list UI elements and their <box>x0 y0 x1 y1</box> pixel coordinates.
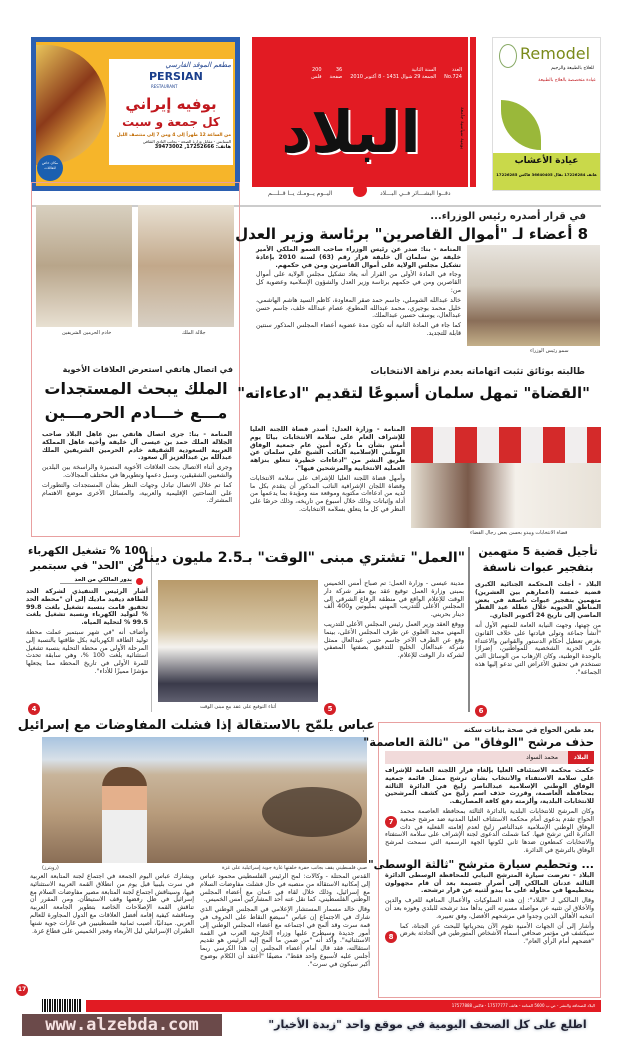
issue-number: No.724 <box>444 74 462 80</box>
story1-caption: سمو رئيس الوزراء <box>530 348 569 354</box>
photo-gaza-boy <box>42 737 367 863</box>
story7-kicker: بعد طعن الحواج في صحة بيانات سكنه <box>463 726 594 734</box>
king-paragraph: كما تم خلال الاتصال تبادل وجهات النظر بشأن المستجدات والتطورات على الساحتين الإقليمية والعربية، والمسائل الأخرى موضع الاهتمام المشترك. <box>42 481 232 505</box>
photo-prime-minister <box>467 245 600 346</box>
pages-label: صفحة <box>329 74 343 80</box>
election-box[interactable] <box>363 722 601 998</box>
king-paragraph: المنامة - بنا: جرى اتصال هاتفي بين عاهل البلاد صاحب الجلالة الملك حمد بن عيسى آل خليفة وأخيه عاهل المملكة العربية السعودية الشقيقة خادم الحرمين الشريفين الملك عبدالله بن عبدالعزيز آل سعود. <box>42 431 232 462</box>
story5-paragraph: البلاد - أجلت المحكمة الجنائية الكبرى قضية خمسة (أعمارهم بين العشرين) متهمين بتفجير عبوات ناسفة في بعض المناطق الحيوية خلال عطلة عيد الفطر الماضي إلى تاريخ 24 أكتوبر الجاري. <box>475 581 601 620</box>
story8-headline[interactable]: ... وتحطيم سيارة مترشح "ثالثة الوسطى" <box>367 857 594 871</box>
column-divider <box>151 547 152 712</box>
website-banner[interactable]: www.alzebda.com <box>22 1014 222 1036</box>
king-headline-1: الملك يبحث المستجدات <box>44 379 228 398</box>
story1-paragraph: المنامة - بنا: صدر عن رئيس الوزراء صاحب السمو الملكي الأمير خليفة بن سلمان آل خليفة قرار رقم (63) لسنة 2010 بإعادة تشكيل مجلس الولاية على أموال القاصرين ومن في حكمهم. <box>256 246 461 269</box>
masthead-strip <box>470 37 476 187</box>
photo-contract-signing <box>158 580 318 702</box>
story6-paragraph: ويشارك عباس اليوم الجمعة في اجتماع لجنة المتابعة العربية في سرت بليبيا قبل يوم من انطلاق القمة العربية الاستثنائية فيها، وسيناقش اجتماع لجنة المتابعة مصير مفاوضات السلام مع إسرائيل في ظل رفضها وقف الاستيطان. ومن المقرر أن تناقش القمة الإصلاحات الخاصة بتطوير الجامعة العربية ومناقشة كيفية إقامة أفضل العلاقات مع الدول المجاورة للعالم العربي. ميدانيًا، أصيب ثمانية فلسطينيين في غارات جوية شنها الطيران الإسرائيلي ليل الأربعاء وفجر الخميس على قطاع غزة. <box>30 873 194 935</box>
remodel-logo: Remodel <box>520 44 591 63</box>
ad-persian-restaurant[interactable] <box>31 37 240 191</box>
story4-headline[interactable]: "العمل" تشتري مبنى "الوقت" بـ2.5 مليون دينار <box>135 550 465 566</box>
story3-headline-1[interactable]: 100 % تشغيل الكهرباء <box>28 545 146 557</box>
page-ref-badge[interactable]: 6 <box>475 705 487 717</box>
remodel-subtitle: للعلاج بالطبيعة والرجيم <box>551 66 594 71</box>
photo-king-abdullah <box>36 205 132 327</box>
story7-byline: محمد السواد <box>526 754 558 761</box>
story1-kicker: في قرار أصدره رئيس الوزراء... <box>430 211 586 222</box>
story5-headline-1[interactable]: تأجيل قضية 5 متهمين <box>478 545 598 558</box>
restaurant-logo: PERSIAN <box>149 70 203 83</box>
story7-headline[interactable]: حذف مرشح "الوفاق" من "ثالثة العاصمة" <box>363 735 594 749</box>
page-ref-badge[interactable]: 5 <box>324 703 336 715</box>
story3-byline: بدور المالكي من الحد <box>60 577 132 584</box>
masthead <box>252 37 468 187</box>
story8-paragraph: البلاد - تعرضت سيارة المترشح النيابي للمحافظة الوسطى الدائرة الثالثة عدنان المالكي إلى أضرار جسيمة بعد أن قام مجهولون بتحطيمها في محاولة على ما يبدو لثنيه عن قرار ترشحه. <box>385 871 594 895</box>
pages-count: 36 <box>335 67 343 73</box>
story2-paragraph: المنامة - وزارة العدل: أصدر قضاة اللجنة العليا للإشراف العام على سلامة الانتخابات بيانًا يوم أمس بشأن ما ذكره أمين عام جمعية الوفاق الوطني الإسلامية النائب الشيخ علي سلمان عن طريق النشر من "ادعاءات خطيرة تتعلق بنزاهة العملية الانتخابية والمرشحين فيها". <box>250 426 405 472</box>
ad-title: بوفيه إيراني <box>125 95 217 113</box>
story8-paragraph: وأشار إلى أن الجهات الأمنية تقوم الآن بتحرياتها للبحث عن الجناة، كما سيكشف في مؤتمر صحافي أسماء الأشخاص المتورطين في الحادثة بغرض "فضحهم أمام الرأي العام". <box>400 922 594 946</box>
king-headline-2: مـــع خـــادم الحرمـــين <box>44 403 228 422</box>
tagline-left: اليــوم يــومـك يــا قــلـــم <box>268 190 333 197</box>
story5-paragraph: من جهتها، وجهت النيابة العامة للمتهم الأول أنه "أنشأ جماعة وتولى قيادتها على خلاف القانون بغرض تعطيل أحكام الدستور والقوانين والاعتداء على الحرية الشخصية للمواطنين، إضرارًا بالوحدة الوطنية، وكان الإرهاب من الوسائل التي تستخدم في تحقيق الأغراض التي تدعو إليها هذه الجماعة". <box>475 621 601 676</box>
photo-judges-conference <box>411 427 601 528</box>
story1-paragraph: وجاء في المادة الأولى من القرار أنه يعاد تشكيل مجلس الولاية على أموال القاصرين ومن في حكمهم برئاسة وزير العدل والشؤون الإسلامية وعضوية كل من: <box>256 271 461 294</box>
masthead-side-text: يومية سياسية جامعة <box>459 107 465 150</box>
page-ref-badge[interactable]: 7 <box>385 816 397 828</box>
story7-paragraph: حكمت محكمة الاستئناف العليا بإلغاء قرار اللجنة العامة للإشراف على سلامة الاستفتاء والانتخاب بشأن ترشح ممثل قائمة جمعية الوفاق الوطني الإسلامية عبدالناصر زليخ في الدائرة الثالثة بمحافظة العاصمة، وقررت حذف اسم زليخ من كشف المرشحين للانتخابات البلدية، وألزمته دفع كافة المصاريف. <box>385 767 594 806</box>
restaurant-name-ar: مطعم الموقد الفارسي <box>165 61 231 69</box>
leaf-image <box>501 100 541 150</box>
barcode <box>42 999 82 1012</box>
king-story-box[interactable] <box>31 182 240 537</box>
caption-king-abdullah: خادم الحرمين الشريفين <box>62 330 112 336</box>
caption-king-hamad: جلالة الملك <box>182 330 206 336</box>
story1-paragraph: خالد عبدالله الشوملي، جاسم حمد صقر المعاودة، كاظم السيد هاشم الهاشمي، خليل محمد بوجيري، محمد عبدالله المطوع، عصام عبدالله خلف، جاسم حسن عبدالعال، يوسف حسين عبدالملك. <box>256 296 461 320</box>
ad-address: السنابس - مقابل وزارة الصحة - بجانب النادي الثقافي <box>142 138 231 144</box>
price: 200 <box>311 67 322 73</box>
photo-king-hamad <box>138 205 234 327</box>
story4-caption: أثناء التوقيع على عقد بيع مبنى الوقت <box>200 704 277 710</box>
story5-headline-2[interactable]: بتفجير عبوات ناسفة <box>482 561 594 574</box>
story2-caption: قضاة الانتخابات ويبدو بحسن بعض رجال القضاء <box>470 530 568 536</box>
remodel-offer: عيادة الأعشاب <box>514 156 579 166</box>
story2-kicker: طالبته بوثائق تثبت اتهاماته بعدم نزاهة الانتخابات <box>370 367 585 377</box>
byline-bar <box>385 751 594 764</box>
story4-paragraph: ووقع العقد وزير العمل رئيس المجلس الأعلى للتدريب المهني مجيد العلوي عن طرف المجلس الأعلى، بينما وقع عن الطرف الآخر جاسم حسن عبدالعال ممثل شركة عبدالعال الخليج للتدقيق بصفتها المصفي لشركة دار الوقت للإعلام. <box>324 620 464 660</box>
story2-headline[interactable]: "القضاة" تمهل سلمان أسبوعًا لتقديم "ادعاءاته" <box>237 384 590 402</box>
story6-paragraph: وقال خالد مسمار المستشار الإعلامي في المجلس الوطني الذي شارك في الاجتماع إن عباس "سيضع النقاط على الحروف في قمة سرت وقد ألمح في اجتماعه مع أعضاء المجلس الوطني إلى أمور جديدة وسيطرح عليها وزراء الخارجية العرب في القمة الاستثنائية". وأكد أنه "من ضمن ما ألمح إليه الرئيس هو تقديم استقالته، فقد قال أمام أعضاء المجلس إن هذا الكرسي ربما أجلس عليه لأسبوع واحد فقط"، مضيفًا "أعتقد أن الكلام بوضوح أكبر سيكون في سرت". <box>200 906 370 968</box>
page-ref-badge[interactable]: 4 <box>28 703 40 715</box>
ad-hours: من الساعة 12 ظهراً إلى 4 ومن 7 إلى منتصف الليل <box>116 133 231 138</box>
story6-paragraph: القدس المحتلة - وكالات: لمح الرئيس الفلسطيني محمود عباس إلى إمكانية الاستقالة من منصبه في حال فشلت مفاوضات السلام مع إسرائيل، وذلك خلال لقاء في عمان مع أعضاء المجلس الوطني الفلسطيني، كما نقل عنه أحد المشاركين أمس الخميس. <box>200 873 370 904</box>
site-slogan: اطلع على كل الصحف اليومية في موقع واحد "زبدة الأخبار" <box>268 1018 587 1031</box>
story6-caption: صبي فلسطيني يقف بجانب حفرة خلفتها غارة جوية إسرائيلية على غزة <box>222 865 367 871</box>
footer-red-bar <box>86 1000 601 1012</box>
ad-subtitle: كل جمعة و سبت <box>122 115 220 129</box>
tagline-right: دقــوا البشـــائر فــي البـــلاد <box>380 190 451 197</box>
king-paragraph: وجرى أثناء الاتصال بحث العلاقات الأخوية المتميزة والراسخة بين البلدين والشعبين الشقيقين، وسبل دعمها وتطويرها في مختلف المجالات. <box>42 464 232 479</box>
story3-paragraph: أشار الرئيس التنفيذي لشركة الحد للطاقة ديفيد ماديك إلى أن "محطة الحد تحقيق قامت بنسبة تشغيل بلغت 99.8 % لتوليد الكهرباء ونسبة تشغيل بلغت 99.5 % لتحلية المياه. <box>26 588 148 627</box>
remodel-phones: هاتف 17226284 نقال 36640405 فاكس 17226285 <box>496 172 597 177</box>
page-ref-badge[interactable]: 17 <box>16 984 28 996</box>
story1-headline[interactable]: 8 أعضاء لـ "أموال القاصرين" برئاسة وزير العدل <box>235 225 588 243</box>
source-tag: البلاد <box>568 751 594 764</box>
year-label: السنة الثانية <box>411 67 437 73</box>
issue-date: الجمعة 29 شوال 1431 - 8 أكتوبر 2010 <box>350 74 437 80</box>
story4-paragraph: مدينة عيسى - وزارة العمل: تم صباح أمس الخميس بمبنى وزارة العمل توقيع عقد بيع مقر شركة دار الوقت للإعلام الواقع في منطقة الرفاع الشرقي إلى المجلس الأعلى للتدريب المهني بمليونين و400 ألف دينار بحريني. <box>324 580 464 619</box>
newspaper-logo: البلاد <box>281 98 421 166</box>
story3-paragraph: وأضاف أنه "في شهر سبتمبر عملت محطة توليد الطاقة الكهربائية بكل طاقتها بالنسبة إلى المرحلة الأولى من محطة التحلية بنسبة تشغيل استثنائية بلغت 100 %، وهي سابقة تحدث للمرة الأولى في تاريخ المحطة مما يجعلها مؤشرًا مميزًا للأداء". <box>26 628 148 675</box>
masthead-dot <box>353 183 367 197</box>
story7-paragraph: وكان المرشح للانتخابات البلدية بالدائرة الثالثة بمحافظة العاصمة محمد الحواج تقدم بدعوى أمام محكمة الاستئناف العليا المدنية ضد مرشح جمعية الوفاق الوطني الإسلامية عبدالناصر زليخ لعدم إقامته الفعلية في ذات الدائرة التي ترشح فيها. كما شملت الدعوى لجنة الإشراف على سلامة الاستفتاء والانتخابات كمطعون ضدها ثاني لكونها الجهة الرسمية التي سمحت لمرشح الوفاق بالترشح في الدائرة. <box>385 807 594 854</box>
family-badge: مكان خاص للعائلات <box>37 155 63 181</box>
remodel-seal <box>499 44 517 68</box>
restaurant-logo-sub: RESTAURANT <box>151 84 178 89</box>
footer-contact: البلاد للصحافة والنشر - ص.ب 5600 المنامة - هاتف 17577777 - فاكس 17577888 <box>451 1003 595 1008</box>
byline-dot-icon <box>136 578 143 585</box>
story2-paragraph: وأمهل قضاة اللجنة العليا للإشراف على سلامة الانتخابات وقضاة اللجان الإشرافية النائب المذكور أن يتقدم بكل ما لديه من ادعاءات مكتوبة وموقعة منه ومؤيدة بما يدعمها من أدلة وإثباتات وذلك خلال أسبوع من تاريخه، وذلك حرصًا على النظر في كل ما يتعلق بسلامة الانتخابات. <box>250 474 405 513</box>
issue-label: العدد <box>451 67 462 73</box>
story1-paragraph: كما جاء في المادة الثانية أنه تكون مدة عضوية أعضاء المجلس المذكور سنتين قابلة للتجديد. <box>256 322 461 337</box>
story3-headline-2[interactable]: من "الحد" في سبتمبر <box>30 560 144 572</box>
story8-paragraph: وقال المالكي لـ "البلاد": إن هذه السلوكيات والأعمال المنافية للعرف والدين والأخلاق لن تثنيه عن مواصلة مسيرته التي بدأها منذ ترشحه للبلدي وفوزه بعد أن انتخبه الأهالي الذين وجدوا في مرشحهم الأفضل، وفق تعبيره. <box>385 897 594 920</box>
price-label: فلس <box>311 74 322 80</box>
king-kicker: في اتصال هاتفي استعرض العلاقات الأخوية <box>62 365 233 374</box>
column-divider <box>468 547 470 712</box>
page-ref-badge[interactable]: 8 <box>385 931 397 943</box>
ad-remodel[interactable] <box>492 37 601 191</box>
ad-phone: هاتف: 17252666, 39473002 <box>154 144 231 150</box>
remodel-promo: عيادة متخصصة بالعلاج بالطبيعة <box>538 78 596 83</box>
story6-credit: (رويترز) <box>42 865 59 871</box>
story6-headline[interactable]: عباس يلمّح بالاستقالة إذا فشلت المفاوضات مع إسرائيل <box>17 718 375 733</box>
